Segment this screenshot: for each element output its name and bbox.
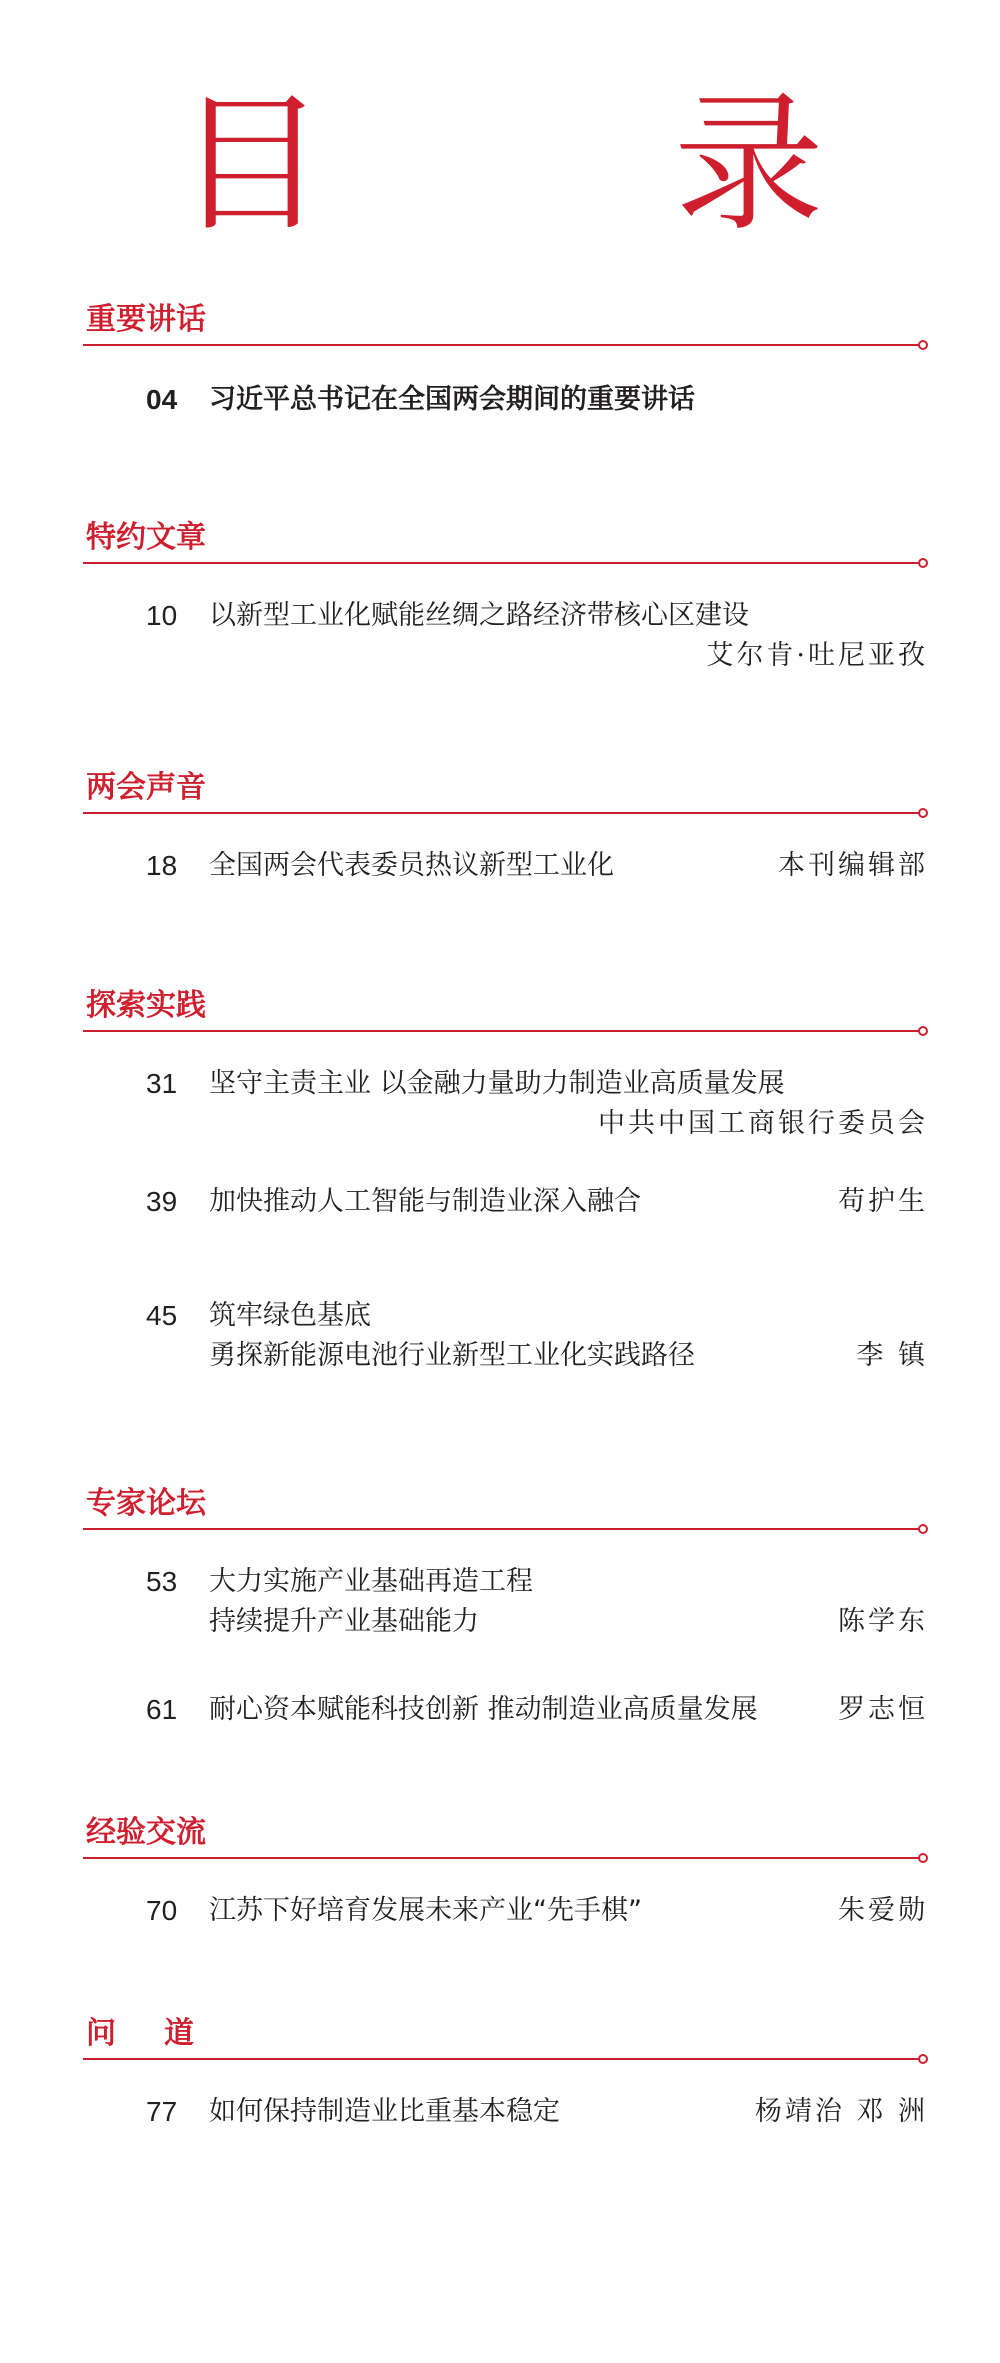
section-header (83, 768, 928, 822)
toc-section (83, 1813, 928, 1926)
toc-entry[interactable] (83, 846, 928, 886)
article-title: 全国两会代表委员热议新型工业化 (209, 850, 614, 881)
divider-end-dot (918, 558, 928, 568)
page-number: 77 (146, 2096, 178, 2127)
article-author: 本刊编辑部 (778, 850, 928, 881)
toc-entry[interactable] (83, 1182, 928, 1222)
section-divider (83, 1030, 922, 1032)
article-author: 中共中国工商银行委员会 (598, 1108, 928, 1139)
toc-entry[interactable] (83, 1296, 928, 1376)
article-title-line: 持续提升产业基础能力 (209, 1606, 479, 1637)
section-header (83, 300, 928, 354)
section-title: 特约文章 (86, 520, 206, 555)
page-title: 目 录 (176, 78, 974, 252)
section-header (83, 1813, 928, 1867)
article-author: 杨靖治 邓 洲 (754, 2096, 928, 2127)
page-number: 53 (146, 1566, 178, 1597)
section-divider (83, 1528, 922, 1530)
divider-end-dot (918, 1524, 928, 1534)
article-author: 陈学东 (838, 1606, 928, 1637)
article-title-line: 大力实施产业基础再造工程 (209, 1566, 533, 1597)
divider-end-dot (918, 808, 928, 818)
section-divider (83, 812, 922, 814)
section-divider (83, 1857, 922, 1859)
toc-section (83, 1484, 928, 1725)
section-header (83, 518, 928, 572)
toc-entry[interactable] (83, 596, 928, 676)
article-author: 朱爱勋 (838, 1895, 928, 1926)
page-number: 18 (146, 850, 178, 881)
section-title: 经验交流 (86, 1815, 206, 1850)
section-header (83, 1484, 928, 1538)
toc-section (83, 2014, 928, 2127)
section-title: 专家论坛 (86, 1486, 206, 1521)
toc-section (83, 986, 928, 1371)
divider-end-dot (918, 2054, 928, 2064)
article-title: 耐心资本赋能科技创新 推动制造业高质量发展 (209, 1694, 758, 1725)
toc-section (83, 300, 928, 415)
divider-end-dot (918, 340, 928, 350)
section-title: 问道 (86, 2016, 242, 2051)
section-header (83, 2014, 928, 2068)
page-number: 10 (146, 600, 178, 631)
page-number: 31 (146, 1068, 178, 1099)
article-title-line: 勇探新能源电池行业新型工业化实践路径 (209, 1340, 695, 1371)
article-title: 如何保持制造业比重基本稳定 (209, 2096, 560, 2127)
toc-entry[interactable] (83, 1562, 928, 1642)
toc-section (83, 768, 928, 881)
article-title-line: 筑牢绿色基底 (209, 1300, 371, 1331)
page-number: 70 (146, 1895, 178, 1926)
section-title: 重要讲话 (86, 302, 206, 337)
toc-entry[interactable] (83, 1891, 928, 1931)
page-number: 39 (146, 1186, 178, 1217)
section-header (83, 986, 928, 1040)
divider-end-dot (918, 1026, 928, 1036)
section-title: 两会声音 (86, 770, 206, 805)
article-title: 加快推动人工智能与制造业深入融合 (209, 1186, 641, 1217)
article-title: 习近平总书记在全国两会期间的重要讲话 (209, 384, 695, 415)
article-author: 苟护生 (838, 1186, 928, 1217)
section-title: 探索实践 (86, 988, 206, 1023)
divider-end-dot (918, 1853, 928, 1863)
article-title: 坚守主责主业 以金融力量助力制造业高质量发展 (209, 1068, 785, 1099)
toc-section (83, 518, 928, 671)
article-author: 艾尔肯·吐尼亚孜 (706, 640, 928, 671)
article-title: 江苏下好培育发展未来产业“先手棋” (209, 1895, 642, 1926)
section-divider (83, 562, 922, 564)
toc-entry[interactable] (83, 1690, 928, 1730)
article-author: 罗志恒 (838, 1694, 928, 1725)
section-divider (83, 2058, 922, 2060)
article-title: 以新型工业化赋能丝绸之路经济带核心区建设 (209, 600, 749, 631)
page-number: 45 (146, 1300, 178, 1331)
page-number: 04 (146, 384, 178, 415)
page-number: 61 (146, 1694, 178, 1725)
toc-entry[interactable] (83, 1064, 928, 1144)
section-divider (83, 344, 922, 346)
toc-entry[interactable] (83, 380, 928, 420)
toc-entry[interactable] (83, 2092, 928, 2132)
article-author: 李 镇 (856, 1340, 928, 1371)
